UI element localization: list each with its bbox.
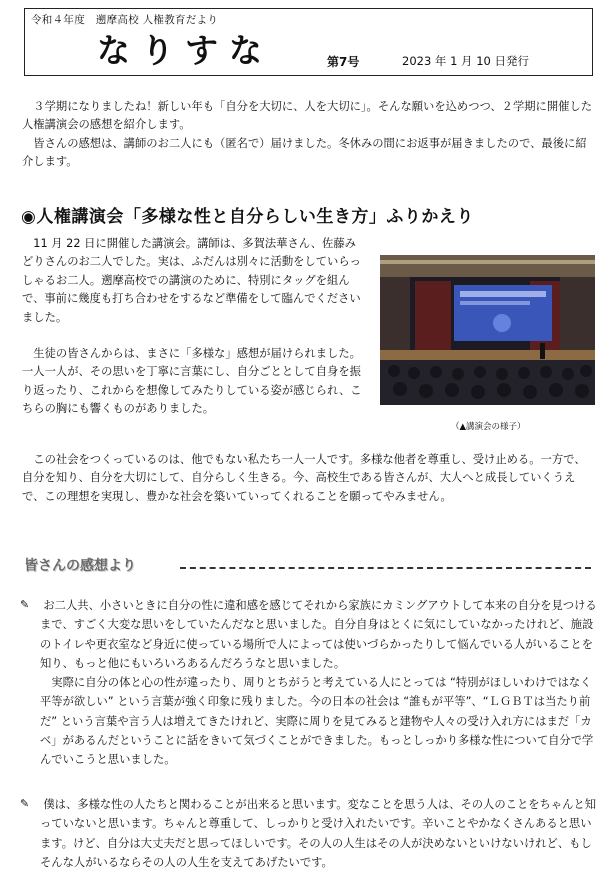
- newsletter-header: [24, 8, 593, 76]
- pencil-icon: ✎: [20, 598, 30, 611]
- publisher-line: 令和４年度 遡摩高校 人権教育だより: [31, 14, 219, 26]
- intro-paragraph: 皆さんの感想は、講師のお二人にも（匿名で）届けました。冬休みの間にお返事が届きましたので、最後に紹介します。: [22, 136, 587, 169]
- lecture-paragraph: 生徒の皆さんからは、まさに「多様な」感想が届けられました。一人一人が、その思いを丁寧に言葉にし、自分ごととして自身を振り返ったり、これからを想像してみたりしている姿が感じられ、こちらの胸にも響くものがありました。: [22, 347, 362, 416]
- lecture-text: [22, 235, 362, 419]
- section-title: ◉人権講演会「多様な性と自分らしい生き方」ふりかえり: [21, 207, 474, 227]
- student-comment: [40, 596, 598, 770]
- photo-caption: （▲講演会の様子）: [451, 422, 526, 432]
- intro-section: [22, 98, 596, 172]
- comment-paragraph: 実際に自分の体と心の性が違ったり、周りとちがうと考えている人にとっては “特別がほしいわけではなく平等が欲しい” という言葉が強く印象に残りました。今の日本の社会は “誰もが平等”、“ＬＧＢＴは当たり前だ” という言葉や言う人は増えてきたけれど、実際に周りを見てみると建物や人々の受け入れ方にはまだ「カベ」があるんだということに話をきいて気づくことができました。もっとしっかり多様な性について自分で学んでいこうと思いました。: [40, 676, 594, 767]
- dashed-divider: [180, 567, 591, 569]
- lecture-photo: [380, 255, 595, 405]
- intro-paragraph: ３学期になりましたね！新しい年も「自分を大切に、人を大切に」。そんな願いを込めつつ、２学期に開催した人権講演会の感想を紹介します。: [22, 100, 593, 132]
- lecture-paragraph: この社会をつくっているのは、他でもない私たち一人一人です。多様な他者を尊重し、受け止める。一方で、自分を知り、自分を大切にして、自分らしく生きる。今、高校生である皆さんが、大人へと成長していくうえで、この理想を実現し、豊かな社会を築いていってくれることを願ってやみません。: [22, 453, 586, 503]
- issue-date: 2023 年 1 月 10 日発行: [402, 54, 529, 68]
- lecture-closing: [22, 451, 596, 506]
- lecture-paragraph: 11 月 22 日に開催した講演会。講師は、多賀法華さん、佐藤みどりさんのお二人でした。実は、ふだんは別々に活動をしていらっしゃるお二人。遡摩高校での講演のために、特別にタッグを組んで、事前に幾度も打ち合わせをするなど準備をして臨んでくださいました。: [22, 237, 361, 324]
- student-comment: [40, 795, 598, 872]
- lecture-hall-illustration: [380, 255, 595, 405]
- comment-paragraph: 僕は、多様な性の人たちと関わることが出来ると思います。変なことを思う人は、その人のことをちゃんと知っていないと思います。ちゃんと尊重して、しっかりと受け入れたいです。辛いことやかなくさんあると思います。けど、自分は大丈夫だと思ってほしいです。その人の人生はその人が決めないといけないけれど、もしそんな人がいるならその人の人生を支えてあげたいです。: [40, 798, 597, 869]
- issue-number: 第7号: [327, 55, 360, 69]
- pencil-icon: ✎: [20, 797, 30, 810]
- newsletter-title: なりすな: [97, 31, 273, 70]
- voices-section-title: 皆さんの感想より: [24, 558, 136, 574]
- comment-paragraph: お二人共、小さいときに自分の性に違和感を感じてそれから家族にカミングアウトして本来の自分を見つけるまで、すごく大変な思いをしていたんだなと思いました。自分自身はとくに気にしていなかったけれど、施設のトイレや更衣室など身近に使っている場所で人によっては使いづらかったりして悩んでいる人がいることを知り、もっと他にもいろいろあるんだろうなと思いました。: [40, 599, 597, 670]
